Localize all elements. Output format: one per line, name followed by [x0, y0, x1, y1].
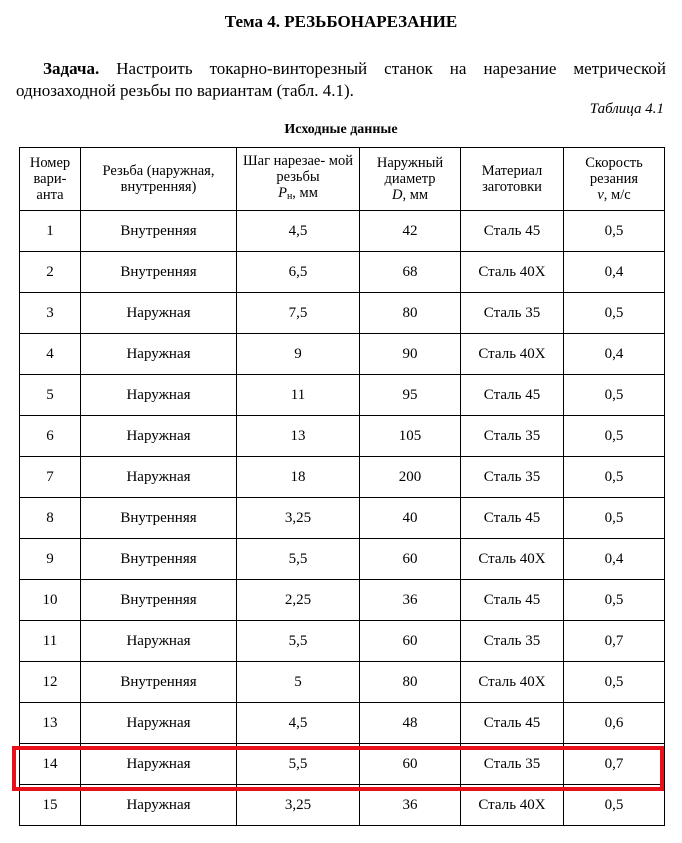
cell-thread: Наружная [81, 293, 237, 334]
cell-variant: 6 [20, 416, 81, 457]
cell-pitch: 4,5 [237, 703, 360, 744]
cell-material: Сталь 40Х [461, 252, 564, 293]
cell-thread: Наружная [81, 334, 237, 375]
cell-speed: 0,5 [564, 457, 665, 498]
cell-diameter: 68 [360, 252, 461, 293]
cell-thread: Внутренняя [81, 580, 237, 621]
header-diameter: Наружный диаметр D, мм [360, 148, 461, 211]
cell-pitch: 13 [237, 416, 360, 457]
cell-speed: 0,6 [564, 703, 665, 744]
table-header-row [20, 148, 665, 211]
cell-pitch: 11 [237, 375, 360, 416]
cell-thread: Наружная [81, 416, 237, 457]
table-row [20, 703, 665, 744]
cell-thread: Наружная [81, 621, 237, 662]
cell-material: Сталь 35 [461, 744, 564, 785]
cell-diameter: 36 [360, 580, 461, 621]
cell-diameter: 80 [360, 662, 461, 703]
cell-variant: 3 [20, 293, 81, 334]
table-row [20, 621, 665, 662]
cell-material: Сталь 40Х [461, 785, 564, 826]
cell-thread: Внутренняя [81, 252, 237, 293]
table-row [20, 211, 665, 252]
cell-variant: 1 [20, 211, 81, 252]
cell-variant: 11 [20, 621, 81, 662]
cell-speed: 0,7 [564, 744, 665, 785]
header-pitch: Шаг нарезае- мой резьбы $P_н$, мм [237, 148, 360, 211]
cell-pitch: 5 [237, 662, 360, 703]
task-text: Настроить токарно-винторезный станок на нарезание метрической однозаходной резьбы по вариантам (табл. 4.1). [16, 59, 667, 100]
table-caption: Исходные данные [284, 122, 398, 137]
cell-speed: 0,5 [564, 662, 665, 703]
cell-thread: Внутренняя [81, 498, 237, 539]
cell-diameter: 60 [360, 621, 461, 662]
cell-material: Сталь 35 [461, 457, 564, 498]
cell-thread: Внутренняя [81, 539, 237, 580]
cell-variant: 13 [20, 703, 81, 744]
cell-variant: 12 [20, 662, 81, 703]
cell-pitch: 7,5 [237, 293, 360, 334]
cell-speed: 0,5 [564, 416, 665, 457]
cell-material: Сталь 45 [461, 211, 564, 252]
cell-pitch: 4,5 [237, 211, 360, 252]
table-row [20, 334, 665, 375]
cell-thread: Наружная [81, 457, 237, 498]
cell-speed: 0,5 [564, 375, 665, 416]
header-variant: Номер вари- анта [20, 148, 81, 211]
cell-variant: 15 [20, 785, 81, 826]
cell-variant: 14 [20, 744, 81, 785]
table-row [20, 293, 665, 334]
table-row [20, 252, 665, 293]
cell-pitch: 2,25 [237, 580, 360, 621]
table-row [20, 662, 665, 703]
table-row [20, 539, 665, 580]
cell-material: Сталь 45 [461, 498, 564, 539]
cell-diameter: 60 [360, 539, 461, 580]
cell-variant: 9 [20, 539, 81, 580]
cell-speed: 0,5 [564, 293, 665, 334]
table-row [20, 457, 665, 498]
table-body [20, 211, 665, 826]
cell-material: Сталь 35 [461, 416, 564, 457]
cell-speed: 0,5 [564, 498, 665, 539]
header-thread: Резьба (наружная, внутренняя) [81, 148, 237, 211]
cell-diameter: 105 [360, 416, 461, 457]
cell-variant: 7 [20, 457, 81, 498]
cell-thread: Внутренняя [81, 211, 237, 252]
cell-material: Сталь 40Х [461, 334, 564, 375]
table-row [20, 580, 665, 621]
cell-variant: 5 [20, 375, 81, 416]
cell-speed: 0,4 [564, 539, 665, 580]
page-title: Тема 4. РЕЗЬБОНАРЕЗАНИЕ [224, 12, 458, 31]
header-speed: Скорость резания v, м/с [564, 148, 665, 211]
cell-variant: 4 [20, 334, 81, 375]
cell-variant: 2 [20, 252, 81, 293]
cell-speed: 0,5 [564, 580, 665, 621]
cell-thread: Наружная [81, 744, 237, 785]
cell-diameter: 42 [360, 211, 461, 252]
cell-diameter: 60 [360, 744, 461, 785]
header-material: Материал заготовки [461, 148, 564, 211]
cell-diameter: 90 [360, 334, 461, 375]
table-row [20, 498, 665, 539]
cell-diameter: 95 [360, 375, 461, 416]
cell-material: Сталь 35 [461, 621, 564, 662]
cell-material: Сталь 45 [461, 580, 564, 621]
cell-pitch: 3,25 [237, 785, 360, 826]
cell-material: Сталь 35 [461, 293, 564, 334]
cell-pitch: 5,5 [237, 744, 360, 785]
variants-table [19, 147, 665, 826]
cell-speed: 0,5 [564, 211, 665, 252]
cell-thread: Наружная [81, 785, 237, 826]
task-label: Задача. [43, 59, 100, 78]
cell-thread: Наружная [81, 703, 237, 744]
cell-pitch: 18 [237, 457, 360, 498]
highlight-box [12, 746, 664, 791]
cell-speed: 0,5 [564, 785, 665, 826]
task-paragraph [16, 58, 666, 102]
cell-pitch: 5,5 [237, 621, 360, 662]
table-number: Таблица 4.1 [589, 101, 664, 117]
cell-material: Сталь 40Х [461, 539, 564, 580]
cell-diameter: 200 [360, 457, 461, 498]
cell-thread: Внутренняя [81, 662, 237, 703]
cell-material: Сталь 45 [461, 703, 564, 744]
cell-variant: 10 [20, 580, 81, 621]
cell-material: Сталь 40Х [461, 662, 564, 703]
cell-speed: 0,4 [564, 252, 665, 293]
cell-pitch: 3,25 [237, 498, 360, 539]
table-row [20, 375, 665, 416]
cell-diameter: 36 [360, 785, 461, 826]
cell-thread: Наружная [81, 375, 237, 416]
cell-pitch: 5,5 [237, 539, 360, 580]
cell-pitch: 6,5 [237, 252, 360, 293]
cell-diameter: 40 [360, 498, 461, 539]
cell-pitch: 9 [237, 334, 360, 375]
table-row [20, 416, 665, 457]
cell-variant: 8 [20, 498, 81, 539]
cell-diameter: 80 [360, 293, 461, 334]
cell-speed: 0,4 [564, 334, 665, 375]
cell-diameter: 48 [360, 703, 461, 744]
cell-material: Сталь 45 [461, 375, 564, 416]
cell-speed: 0,7 [564, 621, 665, 662]
